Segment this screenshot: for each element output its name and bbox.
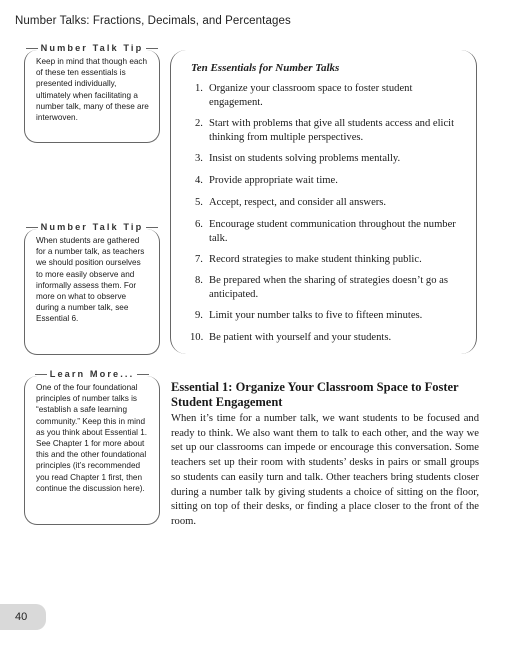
learn-more-label: Learn More... <box>47 369 137 379</box>
body-paragraph: When it’s time for a number talk, we want students to be focused and ready to think. We also want them to talk to each other, and the way we set up our classrooms can impede or encourage this conversation. Some teachers set up their room with students’ desks in pairs or small groups so students can easily turn and talk. Other teachers bring students closer during a number talk by giving students a choice of sitting on the floor, sitting on top of their desks, or finding a place closer to the front of the room. <box>171 413 479 527</box>
running-head: Number Talks: Fractions, Decimals, and Percentages <box>15 15 291 27</box>
number-talk-tip-box <box>24 222 160 355</box>
ten-essentials-box <box>170 50 477 354</box>
essential-item: 1. Organize your classroom space to foster student engagement. <box>195 83 413 108</box>
essentials-list <box>190 82 459 345</box>
tip-label: Number Talk Tip <box>38 222 147 232</box>
essential-item: 3. Insist on students solving problems mentally. <box>195 153 401 164</box>
number-talk-tip-box <box>24 43 160 143</box>
essential-item: 8. Be prepared when the sharing of strategies doesn’t go as anticipated. <box>195 275 448 300</box>
essential-item: 6. Encourage student communication throughout the number talk. <box>195 219 456 244</box>
essential-item: 7. Record strategies to make student thinking public. <box>195 254 422 265</box>
tip-text: When students are gathered for a number talk, as teachers we should position ourselves to more easily observe and informally assess them. For more on what to observe during a number talk, see Essential 6. <box>36 236 145 324</box>
essential-item: 5. Accept, respect, and consider all answers. <box>195 197 387 208</box>
tip-label: Number Talk Tip <box>38 43 147 53</box>
tip-text: Keep in mind that though each of these ten essentials is presented individually, ultimately when facilitating a number talk, many of these are interwoven. <box>36 57 149 123</box>
essentials-title: Ten Essentials for Number Talks <box>191 62 340 74</box>
essential-item: 2. Start with problems that give all students access and elicit thinking from multiple perspectives. <box>195 118 455 143</box>
learn-more-box <box>24 369 160 525</box>
section-heading: Essential 1: Organize Your Classroom Space to Foster Student Engagement <box>171 380 459 409</box>
learn-more-text: One of the four foundational principles of number talks is “establish a safe learning community.” Keep this in mind as you think about Essential 1. See Chapter 1 for more about this and the other foundational principles (it’s recommended you read Chapter 1 first, then continue the discussion here). <box>36 383 148 493</box>
page-number: 40 <box>0 604 46 630</box>
essential-item: 4. Provide appropriate wait time. <box>195 175 338 186</box>
essential-item: 10. Be patient with yourself and your students. <box>190 332 392 343</box>
essential-item: 9. Limit your number talks to five to fifteen minutes. <box>195 310 423 321</box>
